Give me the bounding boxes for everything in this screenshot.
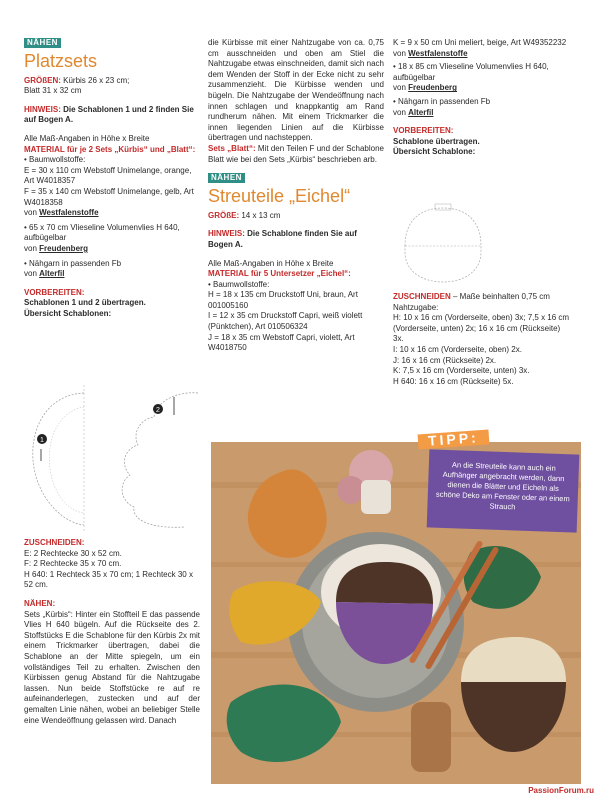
acorn-outline bbox=[405, 208, 481, 282]
zuschneiden-line: F: 2 Rechtecke 35 x 70 cm. bbox=[24, 559, 122, 569]
groessen-text-2: Blatt 31 x 32 cm bbox=[24, 86, 82, 96]
naehen-text: Sets „Kürbis“: Hinter ein Stoffteil E das passende Vlies H 640 bügeln. Auf die Rückseite des 2. Stoffstücks E die Schablone für den Kürbis 2x mit einem Trickmarker übertragen, dabei die Schablone an der Mitte spiegeln, um ein vollständiges Teil zu erhalten. Zwischen den Kürbissen genug Abstand für die Nahtzugabe lassen. Nun beide Stoffstücke re auf re aufeinanderlegen, zustecken und auf der gemalten Linie nähen, wobei an beliebiger Stelle eine Wendeöffnung gelassen wird. Danach bbox=[24, 609, 200, 725]
section-title: Streuteile „Eichel“ bbox=[208, 185, 351, 206]
material-label: MATERIAL für je 2 Sets „Kürbis“ und „Blatt“: bbox=[24, 144, 196, 154]
zuschneiden-line: H: 10 x 16 cm (Vorderseite, oben) 3x; 7,5 x 16 cm (Vorderseite, unten) 2x; 16 x 16 cm (Rückseite) 3x. bbox=[393, 313, 570, 344]
naehen-label: NÄHEN: bbox=[24, 598, 56, 608]
mat-line: • Baumwollstoffe: bbox=[24, 155, 86, 165]
schablonen-diagram bbox=[24, 383, 200, 533]
brand-freudenberg: Freudenberg bbox=[39, 243, 89, 253]
mat-line: • Baumwollstoffe: bbox=[208, 279, 270, 289]
col2-text-1: die Kürbisse mit einer Nahtzugabe von ca. 0,75 cm ausschneiden und oben am Stiel die Nahtzugabe etwas einschneiden, damit sich nach dem Wenden der Stoff in der Ecke nicht zu sehr zusammenzieht. Die Kürbisse wenden und bügeln. Die Nahtzugabe der Wendeöffnung nach innen schlagen und knappkantig am Rand rundherum nähen. Mit einem Trickmarker die innen liegenden Linien auf die Kürbisse übertragen und nachsteppen. bbox=[208, 38, 384, 143]
von-text: von bbox=[24, 208, 40, 218]
footer-watermark: PassionForum.ru bbox=[528, 786, 594, 796]
vorbereiten-label: VORBEREITEN: bbox=[393, 126, 454, 136]
sets-blatt-paragraph bbox=[208, 144, 384, 165]
zuschneiden-text: – Maße beinhalten 0,75 cm Nahtzugabe: bbox=[393, 292, 550, 312]
groessen-label: GRÖßEN: bbox=[24, 75, 61, 85]
brand-line bbox=[24, 269, 200, 280]
zuschneiden-line: K: 7,5 x 16 cm (Vorderseite, unten) 3x. bbox=[393, 366, 530, 376]
uebersicht-label: Übersicht Schablonen: bbox=[24, 308, 112, 318]
mat-line: • 18 x 85 cm Vlieseline Volumenvlies H 640, aufbügelbar bbox=[393, 62, 549, 82]
hinweis-paragraph bbox=[208, 229, 384, 250]
zuschneiden-label: ZUSCHNEIDEN bbox=[393, 292, 451, 301]
brand-line bbox=[24, 208, 200, 219]
zuschneiden-paragraph bbox=[393, 292, 571, 313]
mat-line: E = 30 x 110 cm Webstoff Unimelange, orange, Art W4018357 bbox=[24, 165, 192, 186]
hinweis-text: Die Schablone finden Sie auf Bogen A. bbox=[208, 229, 357, 249]
mat-line: • Nähgarn in passenden Fb bbox=[24, 258, 122, 268]
mat-line: F = 35 x 140 cm Webstoff Unimelange, gelb, Art W4018358 bbox=[24, 186, 194, 207]
hinweis-label: HINWEIS: bbox=[24, 104, 61, 114]
section-title: Platzsets bbox=[24, 50, 98, 71]
schablone-2-number: 2 bbox=[156, 407, 160, 414]
tip-text: An die Streuteile kann auch ein Aufhänger angebracht werden, dann dienen die Blätter und Eicheln als schöne Deko am Fenster oder an einem Strauch bbox=[427, 449, 580, 532]
groesse-paragraph bbox=[208, 211, 384, 222]
brand-alterfil: Alterfil bbox=[408, 107, 434, 117]
brand-line bbox=[24, 244, 200, 255]
mat-line: H = 18 x 135 cm Druckstoff Uni, braun, Art 001005160 bbox=[208, 290, 358, 310]
brand-line bbox=[393, 83, 571, 94]
tip-label: TIPP: bbox=[418, 430, 490, 449]
pumpkin-outline bbox=[33, 393, 84, 525]
zuschneiden-label: ZUSCHNEIDEN: bbox=[24, 538, 85, 547]
zuschneiden-line: I: 10 x 16 cm (Vorderseite, oben) 2x. bbox=[393, 344, 522, 354]
zuschneiden-line: H 640: 1 Rechteck 35 x 70 cm; 1 Rechteck 30 x 52 cm. bbox=[24, 569, 193, 590]
material-label: MATERIAL für 5 Untersetzer „Eichel“: bbox=[208, 269, 351, 279]
section-tag: NÄHEN bbox=[208, 173, 245, 183]
mat-line: K = 9 x 50 cm Uni meliert, beige, Art W49352232 bbox=[393, 38, 567, 47]
groesse-label: GRÖßE: bbox=[208, 210, 240, 220]
mat-line: J = 18 x 35 cm Webstoff Capri, violett, Art W4018750 bbox=[208, 332, 355, 353]
groesse-text: 14 x 13 cm bbox=[239, 210, 281, 220]
section-tag: NÄHEN bbox=[24, 38, 61, 48]
zuschneiden-line: E: 2 Rechtecke 30 x 52 cm. bbox=[24, 548, 122, 558]
vorbereiten-text: Schablone übertragen. bbox=[393, 136, 480, 146]
column-platzsets bbox=[24, 38, 200, 319]
brand-westfalen: Westfalenstoffe bbox=[39, 208, 99, 218]
von-text: von bbox=[393, 48, 409, 58]
brand-line bbox=[393, 108, 571, 119]
pumpkin-inner bbox=[49, 407, 84, 513]
mat-line: • 65 x 70 cm Vlieseline Volumenvlies H 640, aufbügelbar bbox=[24, 222, 180, 243]
tip-box bbox=[418, 429, 578, 534]
zuschneiden-line: H 640: 16 x 16 cm (Rückseite) 5x. bbox=[393, 376, 514, 386]
acorn-template-diagram bbox=[393, 202, 493, 286]
mass-text: Alle Maß-Angaben in Höhe x Breite bbox=[24, 133, 150, 143]
column-streuteile bbox=[208, 38, 384, 354]
brand-alterfil: Alterfil bbox=[39, 269, 65, 279]
schablone-1-number: 1 bbox=[40, 437, 44, 444]
column-streuteile-cont bbox=[393, 38, 571, 158]
vorbereiten-label: VORBEREITEN: bbox=[24, 287, 85, 297]
von-text: von bbox=[24, 243, 40, 253]
mat-line: I = 12 x 35 cm Druckstoff Capri, weiß violett (Pünktchen), Art 010506324 bbox=[208, 311, 363, 332]
flower-pot bbox=[361, 480, 391, 514]
column-streuteile-zuschneiden bbox=[393, 292, 571, 387]
sets-blatt-label: Sets „Blatt“: bbox=[208, 143, 256, 153]
mass-text: Alle Maß-Angaben in Höhe x Breite bbox=[208, 258, 334, 268]
von-text: von bbox=[24, 269, 40, 279]
mat-line: • Nähgarn in passenden Fb bbox=[393, 96, 491, 106]
hinweis-label: HINWEIS: bbox=[208, 229, 245, 239]
von-text: von bbox=[393, 83, 409, 93]
zuschneiden-line: J: 16 x 16 cm (Rückseite) 2x. bbox=[393, 355, 497, 365]
uebersicht-label: Übersicht Schablone: bbox=[393, 147, 476, 157]
sets-blatt-text: Mit den Teilen F und der Schablone Blatt wie bei den Sets „Kürbis“ beschrieben arb. bbox=[208, 143, 384, 164]
wood-board bbox=[411, 702, 451, 772]
brand-westfalen: Westfalenstoffe bbox=[408, 48, 468, 58]
von-text: von bbox=[393, 107, 409, 117]
brand-line bbox=[393, 49, 571, 60]
groessen-text: Kürbis 26 x 23 cm; bbox=[60, 75, 130, 85]
vorbereiten-text: Schablonen 1 und 2 übertragen. bbox=[24, 298, 146, 308]
hinweis-text: Die Schablonen 1 und 2 finden Sie auf Bogen A. bbox=[24, 104, 194, 125]
acorn-stem bbox=[435, 204, 451, 210]
brand-freudenberg: Freudenberg bbox=[408, 83, 458, 93]
groessen-paragraph bbox=[24, 76, 200, 97]
column-platzsets-lower bbox=[24, 538, 200, 726]
hinweis-paragraph bbox=[24, 105, 200, 126]
